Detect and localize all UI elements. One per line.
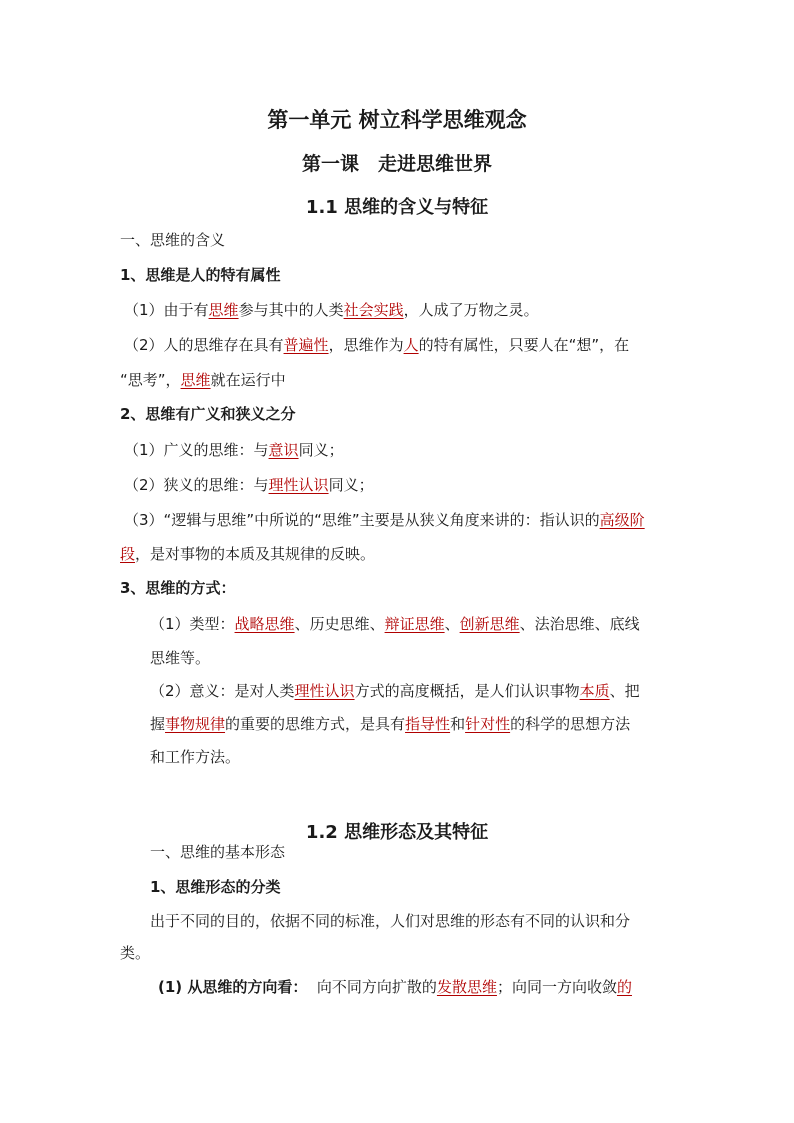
paragraph-2-line-2: “思考”，思维就在运行中 [120,371,286,389]
paragraph-7-line-1: （2）意义：是对人类理性认识方式的高度概括，是人们认识事物本质、把 [150,682,640,700]
paragraph-3: （1）广义的思维：与意识同义； [124,441,344,459]
paragraph-5-line-1: （3）“逻辑与思维”中所说的“思维”主要是从狭义角度来讲的：指认识的高级阶 [124,511,645,529]
paragraph-1: （1）由于有思维参与其中的人类社会实践，人成了万物之灵。 [124,301,539,319]
section-title-1-2: 1.2 思维形态及其特征 [305,822,489,843]
keyword: 本质 [579,682,610,700]
keyword: 段 [120,545,136,563]
keyword: 思维 [180,371,211,389]
keyword: 人 [403,336,419,354]
paragraph-7-line-2: 握事物规律的重要的思维方式，是具有指导性和针对性的科学的思想方法 [150,715,631,733]
unit-title: 第一单元 树立科学思维观念 [267,108,527,132]
keyword: 战略思维 [234,615,295,633]
keyword: 思维 [208,301,239,319]
paragraph-2: (1) 从思维的方向看： 向不同方向扩散的发散思维；向同一方向收敛的 [158,978,632,996]
paragraph-6-line-2: 思维等。 [150,649,211,667]
point-heading-2: 2、思维有广义和狭义之分 [120,405,296,423]
keyword: 发散思维 [436,978,497,996]
paragraph-4: （2）狭义的思维：与理性认识同义； [124,476,374,494]
keyword: 理性认识 [294,682,355,700]
point-heading-1: 1、思维是人的特有属性 [120,266,281,284]
paragraph-2-line-1: （2）人的思维存在具有普遍性，思维作为人的特有属性，只要人在“想”，在 [124,336,630,354]
subsection-heading: 一、思维的基本形态 [150,843,286,861]
section-title-1-1: 1.1 思维的含义与特征 [305,197,489,218]
paragraph-1-line-1: 出于不同的目的，依据不同的标准，人们对思维的形态有不同的认识和分 [150,912,631,930]
paragraph-5-line-2: 段，是对事物的本质及其规律的反映。 [120,545,376,563]
keyword: 社会实践 [343,301,404,319]
paragraph-7-line-3: 和工作方法。 [150,748,241,766]
keyword: 意识 [268,441,299,459]
keyword: 普遍性 [283,336,329,354]
lesson-title: 第一课 走进思维世界 [301,153,492,175]
point-heading-3: 3、思维的方式： [120,579,236,597]
keyword: 创新思维 [459,615,520,633]
keyword: 针对性 [465,715,511,733]
subsection-heading: 一、思维的含义 [120,231,226,249]
paragraph-6-line-1: （1）类型：战略思维、历史思维、辩证思维、创新思维、法治思维、底线 [150,615,640,633]
keyword: 事物规律 [165,715,226,733]
keyword: 指导性 [405,715,451,733]
paragraph-1-line-2: 类。 [120,944,151,962]
keyword: 高级阶 [599,511,645,529]
keyword: 的 [616,978,632,996]
keyword: 辩证思维 [384,615,445,633]
keyword: 理性认识 [268,476,329,494]
point-heading-1: 1、思维形态的分类 [150,878,281,896]
